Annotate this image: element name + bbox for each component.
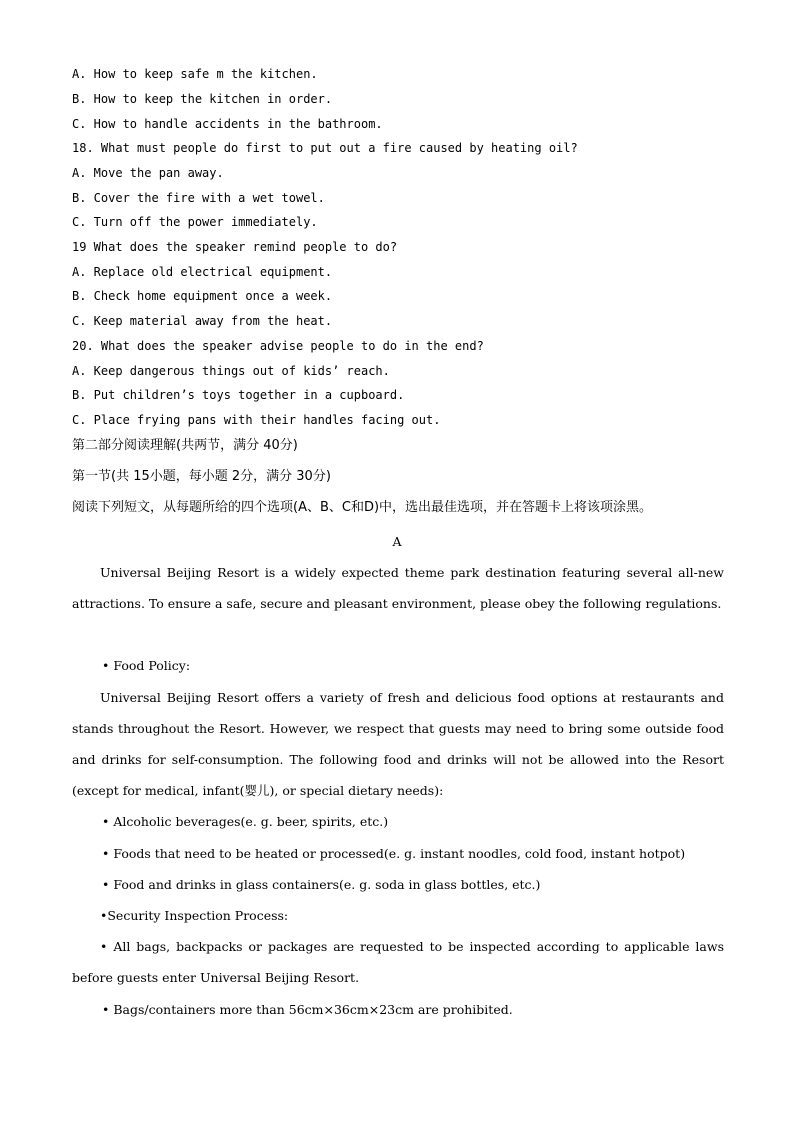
- option-line: B. Check home equipment once a week.: [72, 289, 333, 303]
- food-item: • Food and drinks in glass containers(e. g. soda in glass bottles, etc.): [102, 877, 541, 892]
- food-item: • Foods that need to be heated or processed(e. g. instant noodles, cold food, instant hotpot): [102, 846, 686, 861]
- option-line: A. Keep dangerous things out of kids’ reach.: [72, 364, 390, 378]
- option-line: C. Keep material away from the heat.: [72, 314, 333, 328]
- option-line: A. How to keep safe m the kitchen.: [72, 67, 318, 81]
- option-line: C. Place frying pans with their handles facing out.: [72, 413, 441, 427]
- question-20: 20. What does the speaker advise people to do in the end?: [72, 339, 484, 353]
- option-line: B. How to keep the kitchen in order.: [72, 92, 333, 106]
- question-18: 18. What must people do first to put out a fire caused by heating oil?: [72, 141, 578, 155]
- bag-limit: • Bags/containers more than 56cm×36cm×23cm are prohibited.: [102, 1002, 513, 1017]
- security-text: • All bags, backpacks or packages are requested to be inspected according to applicable laws before guests enter Universal Beijing Resort.: [72, 939, 724, 985]
- passage-intro: Universal Beijing Resort is a widely expected theme park destination featuring several all-new attractions. To ensure a safe, secure and pleasant environment, please obey the following regulations.: [72, 565, 724, 611]
- food-policy-text: Universal Beijing Resort offers a variety of fresh and delicious food options at restaurants and stands throughout the Resort. However, we respect that guests may need to bring some outside food and drinks for self-consumption. The following food and drinks will not be allowed into the Resort (except for medical, infant(婴儿), or special dietary needs):: [72, 690, 724, 798]
- section-instruction: 阅读下列短文，从每题所给的四个选项(A、B、C和D)中，选出最佳选项，并在答题卡上将该项涂黑。: [72, 500, 653, 515]
- option-line: B. Cover the fire with a wet towel.: [72, 191, 325, 205]
- part-title: 第二部分阅读理解(共两节，满分 40分): [72, 438, 298, 453]
- security-heading: •Security Inspection Process:: [100, 908, 289, 923]
- food-policy-heading: • Food Policy:: [102, 658, 191, 673]
- option-line: C. How to handle accidents in the bathroom.: [72, 117, 383, 131]
- food-item: • Alcoholic beverages(e. g. beer, spirits, etc.): [102, 814, 389, 829]
- option-line: B. Put children’s toys together in a cupboard.: [72, 388, 405, 402]
- option-line: A. Move the pan away.: [72, 166, 224, 180]
- question-19: 19 What does the speaker remind people to do?: [72, 240, 398, 254]
- option-line: C. Turn off the power immediately.: [72, 215, 318, 229]
- section-title: 第一节(共 15小题，每小题 2分，满分 30分): [72, 469, 331, 484]
- passage-label: A: [392, 534, 402, 549]
- option-line: A. Replace old electrical equipment.: [72, 265, 333, 279]
